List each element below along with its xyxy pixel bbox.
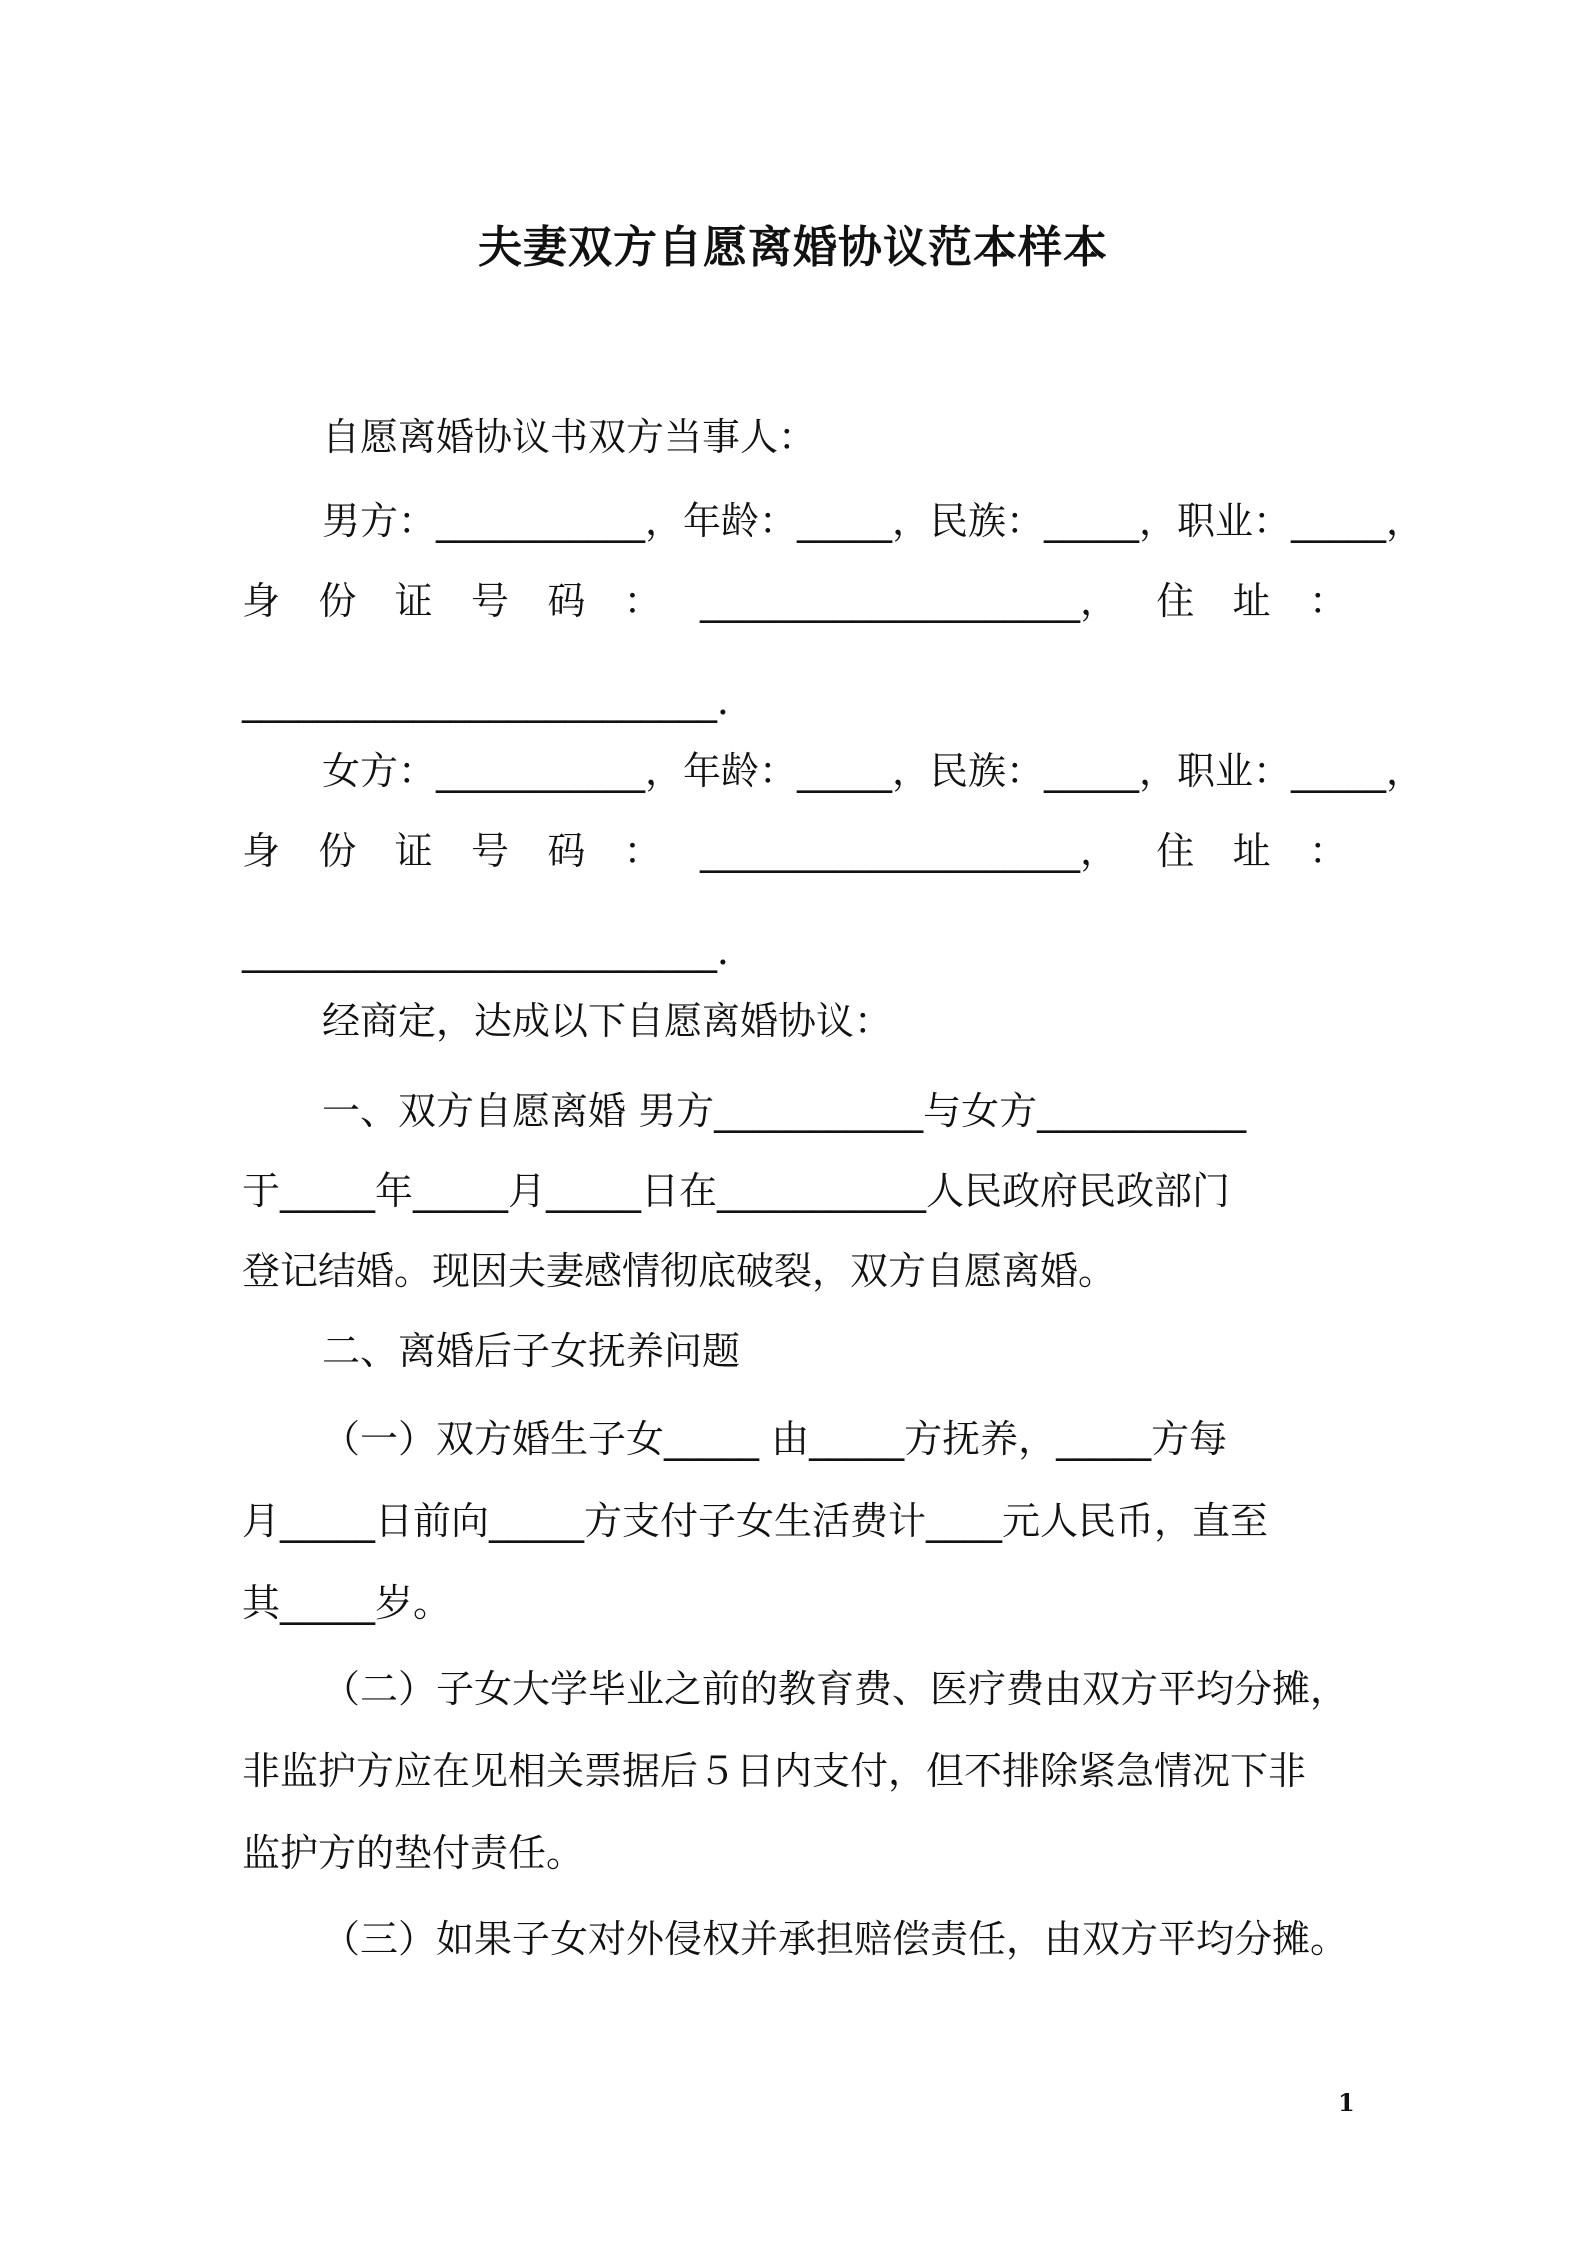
id-label-char: ： — [623, 579, 662, 623]
id-label-char: ： — [623, 829, 662, 873]
male-address-line: _________________________． — [242, 679, 756, 723]
intro-line: 自愿离婚协议书双方当事人： — [322, 415, 817, 459]
section2-item1-line2: 月_____日前向_____方支付子女生活费计____元人民币，直至 — [242, 1499, 1269, 1543]
section2-heading: 二、离婚后子女抚养问题 — [322, 1329, 741, 1373]
id-label-char: 份 — [318, 829, 357, 873]
id-label-char: 份 — [318, 579, 357, 623]
address-label-char: 住 — [1156, 579, 1195, 623]
id-label-char: 身 — [242, 579, 281, 623]
female-id-line — [242, 826, 1347, 876]
section1-line3: 登记结婚。现因夫妻感情彻底破裂，双方自愿离婚。 — [242, 1249, 1117, 1293]
section2-item2-line2: 非监护方应在见相关票据后５日内支付，但不排除紧急情况下非 — [242, 1749, 1307, 1793]
section2-item1-line3: 其_____岁。 — [242, 1581, 452, 1625]
female-info-line: 女方：___________，年龄：_____，民族：_____，职业：_____， — [322, 749, 1425, 793]
section2-item3-line1: （三）如果子女对外侵权并承担赔偿责任，由双方平均分摊。 — [322, 1917, 1349, 1961]
id-label-char: 码 — [547, 579, 586, 623]
id-number-blank: ____________________， — [699, 579, 1118, 623]
address-label-char: 住 — [1156, 829, 1195, 873]
section2-item2-line3: 监护方的垫付责任。 — [242, 1831, 585, 1875]
female-address-line: _________________________． — [242, 929, 756, 973]
male-id-line — [242, 576, 1347, 626]
id-label-char: 码 — [547, 829, 586, 873]
section2-item1-line1: （一）双方婚生子女_____ 由_____方抚养，_____方每 — [322, 1417, 1228, 1461]
address-label-char: ： — [1308, 579, 1347, 623]
id-label-char: 证 — [394, 829, 433, 873]
address-label-char: 址 — [1232, 579, 1271, 623]
section1-line1: 一、双方自愿离婚 男方___________与女方___________ — [322, 1089, 1247, 1133]
id-label-char: 号 — [470, 579, 509, 623]
address-label-char: ： — [1308, 829, 1347, 873]
address-label-char: 址 — [1232, 829, 1271, 873]
male-info-line: 男方：___________，年龄：_____，民族：_____，职业：_____， — [322, 499, 1425, 543]
id-label-char: 身 — [242, 829, 281, 873]
section2-item2-line1: （二）子女大学毕业之前的教育费、医疗费由双方平均分摊， — [322, 1667, 1349, 1711]
section1-line2: 于_____年_____月_____日在___________人民政府民政部门 — [242, 1169, 1231, 1213]
document-title: 夫妻双方自愿离婚协议范本样本 — [478, 222, 1108, 273]
id-number-blank: ____________________， — [699, 829, 1118, 873]
page-number: 1 — [1338, 2088, 1355, 2117]
agreement-intro: 经商定，达成以下自愿离婚协议： — [322, 999, 893, 1043]
id-label-char: 证 — [394, 579, 433, 623]
id-label-char: 号 — [470, 829, 509, 873]
